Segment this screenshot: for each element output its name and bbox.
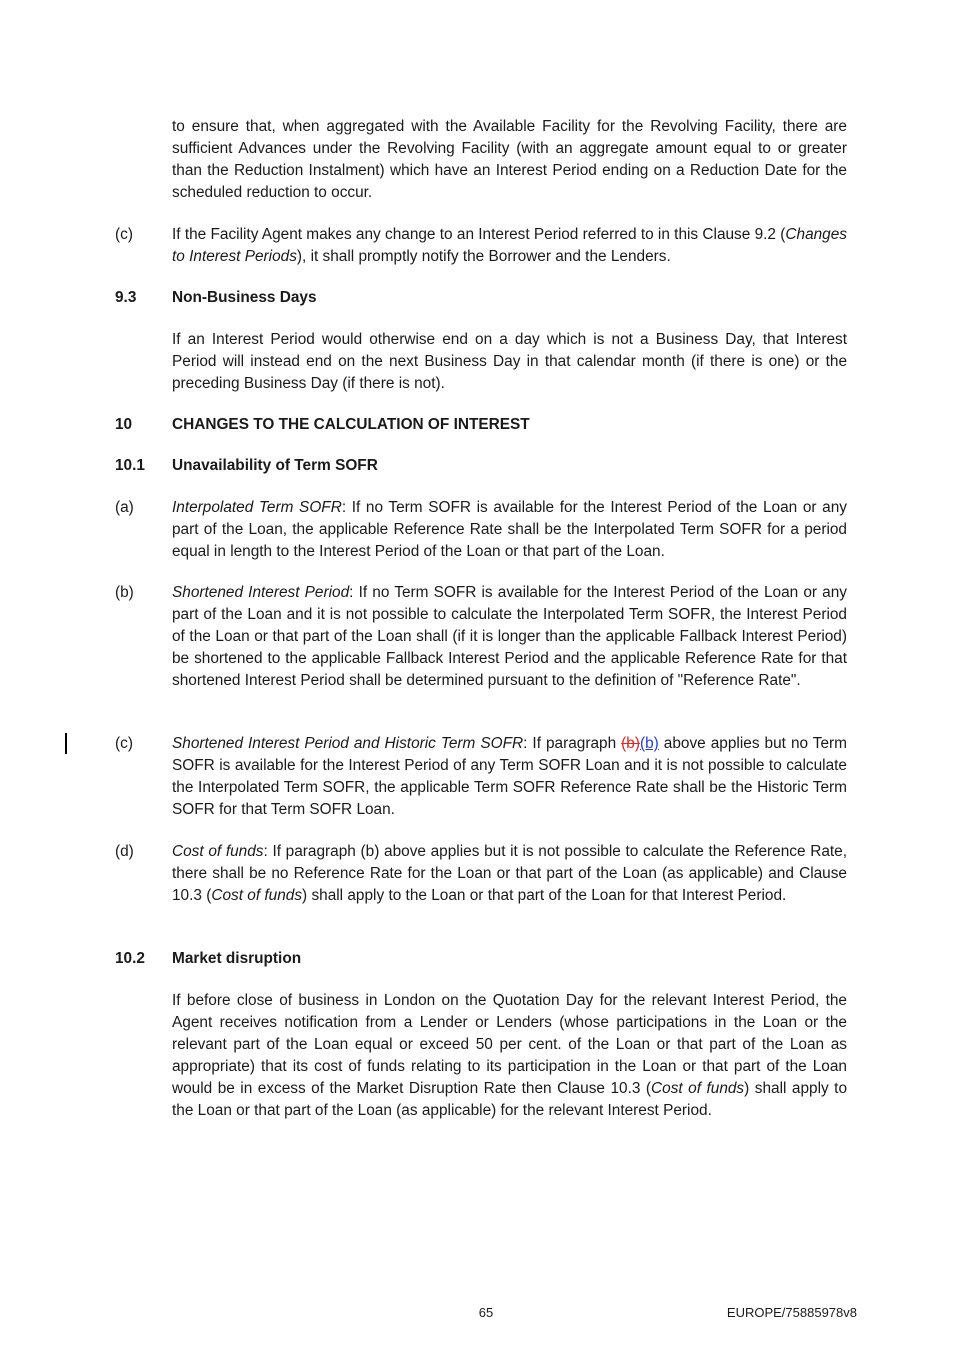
clause-number: 9.3 bbox=[115, 289, 137, 306]
change-bar bbox=[65, 733, 67, 754]
paragraph-text bbox=[172, 497, 847, 563]
clause-10-2-body bbox=[115, 990, 847, 1122]
paragraph-text bbox=[172, 841, 847, 907]
clause-number: 10.2 bbox=[115, 950, 145, 967]
paragraph-9-2-c bbox=[115, 224, 847, 268]
tracked-insertion: (b) bbox=[639, 735, 659, 752]
clause-text bbox=[172, 990, 847, 1122]
paragraph-number: (a) bbox=[115, 499, 134, 516]
text-segment: ) shall apply to the Loan or that part of the Loan (as applicable) for the relevant Interest Period. bbox=[172, 1080, 847, 1119]
clause-reference: Cost of funds bbox=[651, 1080, 745, 1097]
clause-reference: Changes to Interest Periods bbox=[172, 226, 847, 265]
text-segment: : If no Term SOFR is available for the Interest Period of the Loan or any part of the Loan, the applicable Reference Rate shall be the Interpolated Term SOFR for a period equal in length to the Interest Period of the Loan or that part of the Loan. bbox=[172, 499, 847, 560]
continuation-paragraph bbox=[115, 116, 847, 204]
text-segment: If before close of business in London on the Quotation Day for the relevant Interest Period, the Agent receives notification from a Lender or Lenders (whose participations in the Loan or the relevant part of the Loan equal or exceed 50 per cent. of the Loan or that part of the Loan as appropriate) that its cost of funds relating to its participation in the Loan or that part of the Loan would be in excess of the Market Disruption Rate then Clause 10.3 ( bbox=[172, 992, 847, 1097]
clause-title: Market disruption bbox=[172, 950, 302, 967]
clause-title: Unavailability of Term SOFR bbox=[172, 457, 378, 474]
text-segment: ) shall apply to the Loan or that part of the Loan for that Interest Period. bbox=[302, 887, 787, 904]
clause-reference: Cost of funds bbox=[211, 887, 303, 904]
clause-10-2-heading bbox=[115, 948, 847, 970]
clause-number: 10.1 bbox=[115, 457, 145, 474]
paragraph-heading: Shortened Interest Period and Historic Term SOFR bbox=[172, 735, 524, 752]
clause-title: CHANGES TO THE CALCULATION OF INTEREST bbox=[172, 416, 530, 433]
paragraph-number: (d) bbox=[115, 843, 134, 860]
page-number: 65 bbox=[478, 1305, 494, 1320]
text-segment: : If paragraph bbox=[523, 735, 622, 752]
clause-number: 10 bbox=[115, 416, 133, 433]
paragraph-number: (c) bbox=[115, 735, 133, 752]
text-segment: above applies but no Term SOFR is available for the Interest Period of any Term SOFR Loan and it is not possible to calculate the Interpolated Term SOFR, the applicable Term SOFR Reference Rate shall be the Historic Term SOFR for that Term SOFR Loan. bbox=[172, 735, 847, 818]
text-segment: ), it shall promptly notify the Borrower and the Lenders. bbox=[296, 248, 671, 265]
tracked-deletion: (b) bbox=[621, 735, 640, 752]
paragraph-text bbox=[172, 224, 847, 268]
paragraph-10-1-c bbox=[115, 733, 847, 821]
clause-10-heading bbox=[115, 414, 847, 436]
paragraph-10-1-b bbox=[115, 582, 847, 692]
paragraph-number: (b) bbox=[115, 584, 134, 601]
clause-10-1-heading bbox=[115, 455, 847, 477]
paragraph-heading: Cost of funds bbox=[172, 843, 264, 860]
clause-text: If an Interest Period would otherwise end on a day which is not a Business Day, that Interest Period will instead end on the next Business Day in that calendar month (if there is one) or the preceding Business Day (if there is not). bbox=[172, 331, 847, 392]
clause-9-3-body bbox=[115, 329, 847, 395]
paragraph-heading: Shortened Interest Period bbox=[172, 584, 350, 601]
paragraph-heading: Interpolated Term SOFR bbox=[172, 499, 342, 516]
continuation-text: to ensure that, when aggregated with the Available Facility for the Revolving Facility, there are sufficient Advances under the Revolving Facility (with an aggregate amount equal to or greater than the Reduction Instalment) which have an Interest Period ending on a Reduction Date for the scheduled reduction to occur. bbox=[172, 118, 847, 201]
paragraph-text bbox=[172, 733, 847, 821]
clause-title: Non-Business Days bbox=[172, 289, 317, 306]
paragraph-10-1-d bbox=[115, 841, 847, 907]
paragraph-text bbox=[172, 582, 847, 692]
clause-9-3-heading bbox=[115, 287, 847, 309]
text-segment: : If paragraph (b) above applies but it is not possible to calculate the Reference Rate, there shall be no Reference Rate for the Loan or that part of the Loan (as applicable) and Clause 10.3 ( bbox=[172, 843, 847, 904]
paragraph-number: (c) bbox=[115, 226, 133, 243]
paragraph-10-1-a bbox=[115, 497, 847, 563]
text-segment: : If no Term SOFR is available for the Interest Period of the Loan or any part of the Loan and it is not possible to calculate the Interpolated Term SOFR, the Interest Period of the Loan or that part of the Loan shall (if it is longer than the applicable Fallback Interest Period) be shortened to the applicable Fallback Interest Period and the applicable Reference Rate for that shortened Interest Period shall be determined pursuant to the definition of "Reference Rate". bbox=[172, 584, 847, 689]
text-segment: If the Facility Agent makes any change to an Interest Period referred to in this Clause 9.2 ( bbox=[172, 226, 786, 243]
document-reference: EUROPE/75885978v8 bbox=[726, 1305, 857, 1320]
